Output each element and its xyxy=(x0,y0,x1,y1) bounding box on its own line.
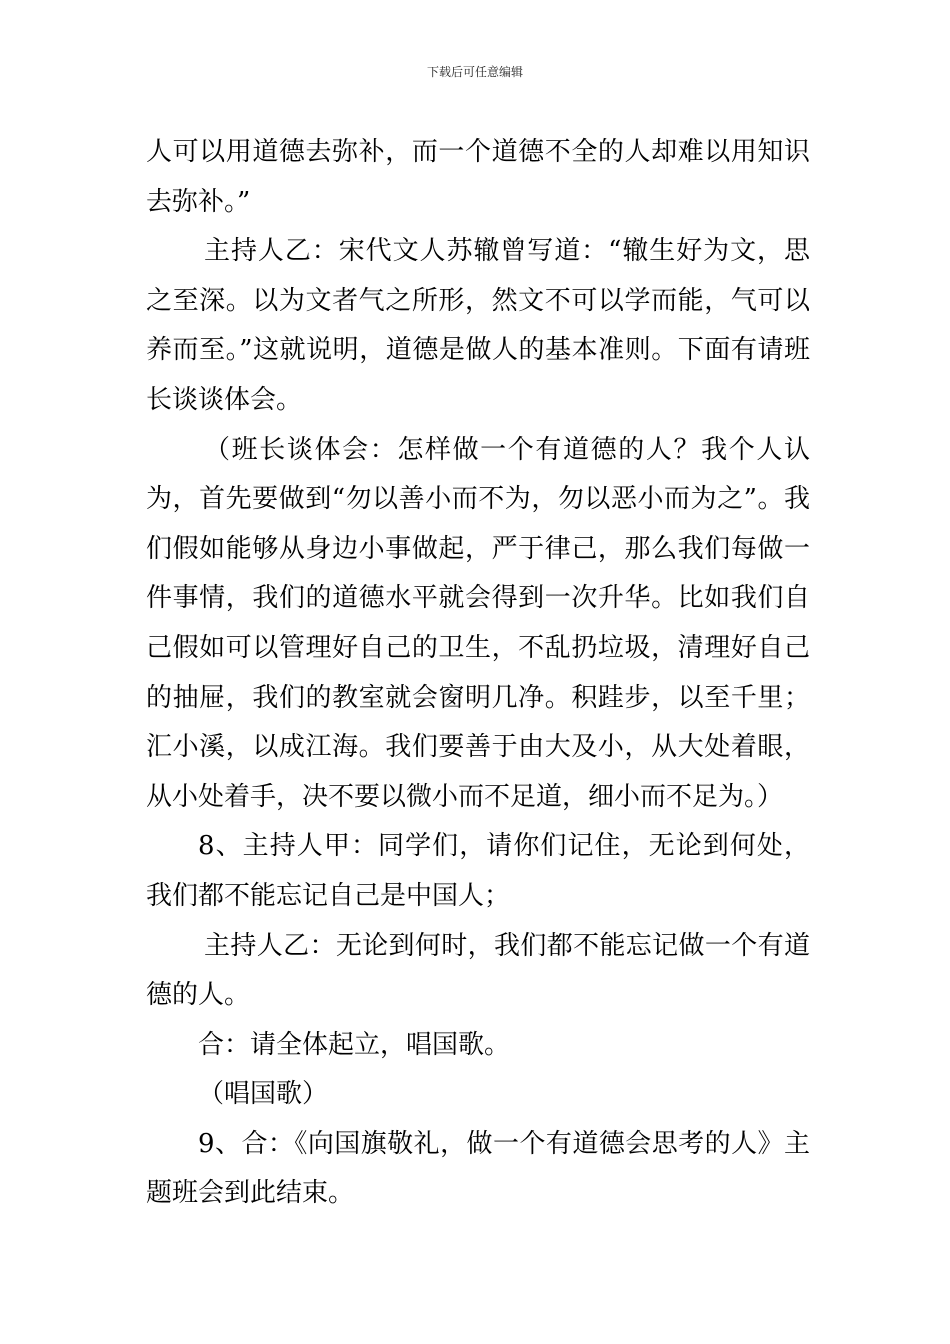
page-header: 下载后可任意编辑 xyxy=(426,65,523,79)
paragraph-monitor-reflection: （班长谈体会：怎样做一个有道德的人？我个人认为，首先要做到“勿以善小而不为，勿以恶小而为之”。我们假如能够从身边小事做起，严于律己，那么我们每做一件事情，我们的道德水平就会得到一次升华。比如我们自己假如可以管理好自己的卫生，不乱扔垃圾，清理好自己的抽屉，我们的教室就会窗明几净。积跬步，以至千里；汇小溪，以成江海。我们要善于由大及小，从大处着眼，从小处着手，决不要以微小而不足道，细小而不足为。） xyxy=(146,434,810,812)
paragraph-together-anthem: 合：请全体起立，唱国歌。 xyxy=(198,1029,511,1060)
paragraph-host-b-quote: 主持人乙：宋代文人苏辙曾写道：“辙生好为文，思之至深。以为文者气之所形，然文不可以学而能，气可以养而至。”这就说明，道德是做人的基本准则。下面有请班长谈谈体会。 xyxy=(146,236,810,415)
paragraph-closing-9: 9、合：《向国旗敬礼，做一个有道德会思考的人》主题班会到此结束。 xyxy=(146,1128,810,1209)
paragraph-continuation: 人可以用道德去弥补，而一个道德不全的人却难以用知识去弥补。” xyxy=(146,137,810,217)
paragraph-sing-anthem: （唱国歌） xyxy=(198,1079,329,1110)
paragraph-host-a-8: 8、主持人甲：同学们，请你们记住，无论到何处，我们都不能忘记自己是中国人； xyxy=(146,831,810,911)
paragraph-host-b: 主持人乙：无论到何时，我们都不能忘记做一个有道德的人。 xyxy=(146,930,810,1011)
document-body xyxy=(146,128,810,1219)
